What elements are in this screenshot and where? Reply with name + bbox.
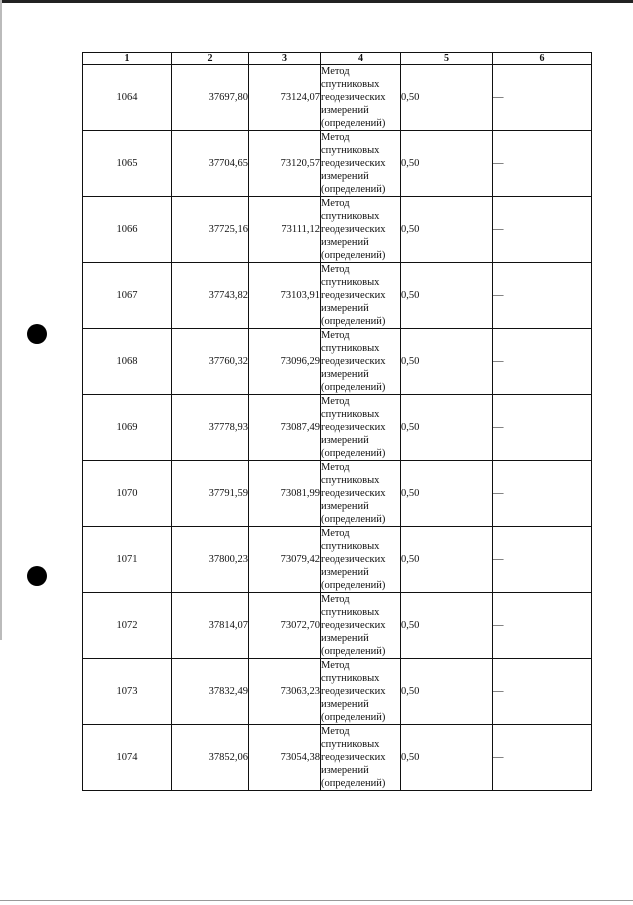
table-row	[83, 725, 592, 791]
point-number-cell: 1073	[83, 659, 172, 725]
point-number-cell: 1070	[83, 461, 172, 527]
column-header: 5	[401, 53, 493, 65]
note-cell: —	[493, 65, 592, 131]
table-row	[83, 197, 592, 263]
note-cell: —	[493, 659, 592, 725]
x-coordinate-cell: 37743,82	[172, 263, 249, 329]
method-cell: Метод спутниковых геодезических измерений (определений)	[321, 197, 401, 263]
x-coordinate-cell: 37778,93	[172, 395, 249, 461]
table-body	[83, 65, 592, 791]
point-number-cell: 1065	[83, 131, 172, 197]
y-coordinate-cell: 73081,99	[249, 461, 321, 527]
table-row	[83, 659, 592, 725]
note-cell: —	[493, 725, 592, 791]
x-coordinate-cell: 37791,59	[172, 461, 249, 527]
precision-cell: 0,50	[401, 461, 493, 527]
precision-cell: 0,50	[401, 593, 493, 659]
x-coordinate-cell: 37800,23	[172, 527, 249, 593]
point-number-cell: 1069	[83, 395, 172, 461]
x-coordinate-cell: 37704,65	[172, 131, 249, 197]
y-coordinate-cell: 73096,29	[249, 329, 321, 395]
point-number-cell: 1074	[83, 725, 172, 791]
y-coordinate-cell: 73120,57	[249, 131, 321, 197]
method-cell: Метод спутниковых геодезических измерений (определений)	[321, 527, 401, 593]
column-header: 1	[83, 53, 172, 65]
method-cell: Метод спутниковых геодезических измерений (определений)	[321, 659, 401, 725]
coordinates-table	[82, 52, 592, 791]
y-coordinate-cell: 73124,07	[249, 65, 321, 131]
point-number-cell: 1071	[83, 527, 172, 593]
table-row	[83, 131, 592, 197]
table-row	[83, 263, 592, 329]
precision-cell: 0,50	[401, 659, 493, 725]
scan-left-edge	[0, 0, 2, 640]
note-cell: —	[493, 395, 592, 461]
method-cell: Метод спутниковых геодезических измерений (определений)	[321, 725, 401, 791]
precision-cell: 0,50	[401, 527, 493, 593]
precision-cell: 0,50	[401, 65, 493, 131]
column-header: 4	[321, 53, 401, 65]
table-row	[83, 395, 592, 461]
method-cell: Метод спутниковых геодезических измерений (определений)	[321, 461, 401, 527]
note-cell: —	[493, 527, 592, 593]
table-row	[83, 65, 592, 131]
method-cell: Метод спутниковых геодезических измерений (определений)	[321, 329, 401, 395]
column-header: 6	[493, 53, 592, 65]
method-cell: Метод спутниковых геодезических измерений (определений)	[321, 263, 401, 329]
note-cell: —	[493, 131, 592, 197]
point-number-cell: 1068	[83, 329, 172, 395]
note-cell: —	[493, 461, 592, 527]
y-coordinate-cell: 73087,49	[249, 395, 321, 461]
precision-cell: 0,50	[401, 395, 493, 461]
x-coordinate-cell: 37852,06	[172, 725, 249, 791]
x-coordinate-cell: 37760,32	[172, 329, 249, 395]
note-cell: —	[493, 197, 592, 263]
point-number-cell: 1066	[83, 197, 172, 263]
scan-top-edge	[0, 0, 633, 3]
scan-bottom-edge	[0, 900, 633, 901]
method-cell: Метод спутниковых геодезических измерений (определений)	[321, 131, 401, 197]
point-number-cell: 1067	[83, 263, 172, 329]
x-coordinate-cell: 37832,49	[172, 659, 249, 725]
method-cell: Метод спутниковых геодезических измерений (определений)	[321, 593, 401, 659]
method-cell: Метод спутниковых геодезических измерений (определений)	[321, 65, 401, 131]
point-number-cell: 1072	[83, 593, 172, 659]
punch-hole	[27, 324, 47, 344]
method-cell: Метод спутниковых геодезических измерений (определений)	[321, 395, 401, 461]
note-cell: —	[493, 593, 592, 659]
y-coordinate-cell: 73054,38	[249, 725, 321, 791]
note-cell: —	[493, 263, 592, 329]
y-coordinate-cell: 73111,12	[249, 197, 321, 263]
precision-cell: 0,50	[401, 197, 493, 263]
y-coordinate-cell: 73079,42	[249, 527, 321, 593]
precision-cell: 0,50	[401, 329, 493, 395]
x-coordinate-cell: 37725,16	[172, 197, 249, 263]
table-row	[83, 461, 592, 527]
point-number-cell: 1064	[83, 65, 172, 131]
precision-cell: 0,50	[401, 131, 493, 197]
column-header: 2	[172, 53, 249, 65]
precision-cell: 0,50	[401, 725, 493, 791]
table-row	[83, 593, 592, 659]
y-coordinate-cell: 73063,23	[249, 659, 321, 725]
table-row	[83, 329, 592, 395]
note-cell: —	[493, 329, 592, 395]
header-row	[83, 53, 592, 65]
table-row	[83, 527, 592, 593]
punch-hole	[27, 566, 47, 586]
y-coordinate-cell: 73072,70	[249, 593, 321, 659]
precision-cell: 0,50	[401, 263, 493, 329]
y-coordinate-cell: 73103,91	[249, 263, 321, 329]
x-coordinate-cell: 37814,07	[172, 593, 249, 659]
column-header: 3	[249, 53, 321, 65]
x-coordinate-cell: 37697,80	[172, 65, 249, 131]
